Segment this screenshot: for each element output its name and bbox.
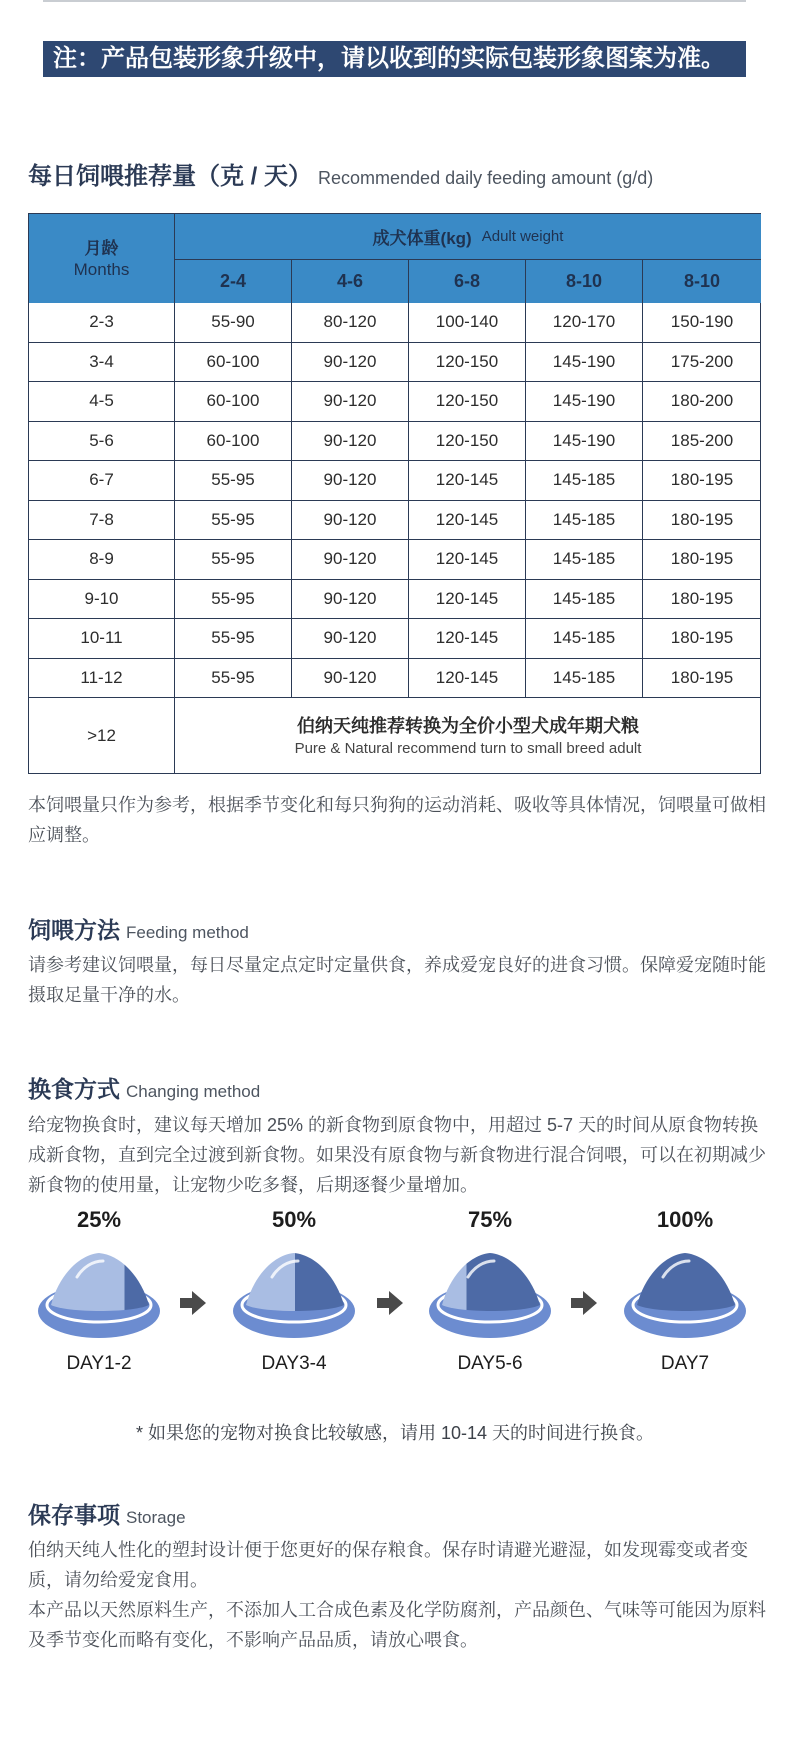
feeding-amount-cell: 90-120 [292, 501, 409, 541]
day-label: DAY5-6 [457, 1353, 523, 1374]
feeding-amount-title [28, 156, 653, 191]
feeding-amount-cell: 90-120 [292, 580, 409, 620]
feeding-amount-cell: 120-145 [409, 659, 526, 699]
changing-method-text: 给宠物换食时，建议每天增加 25% 的新食物到原食物中，用超过 5-7 天的时间从原食物转换成新食物，直到完全过渡到新食物。如果没有原食物与新食物进行混合饲喂，可以在初期减少新食物的使用量，让宠物少吃多餐，后期逐餐少量增加。 [28, 1115, 766, 1195]
feeding-amount-cell: 120-145 [409, 461, 526, 501]
feeding-amount-cell: 120-150 [409, 382, 526, 422]
feeding-amount-cell: 180-195 [643, 501, 761, 541]
feeding-amount-cell: 180-195 [643, 580, 761, 620]
feeding-amount-cell: 180-195 [643, 540, 761, 580]
food-mound-icon [37, 1247, 161, 1339]
adult-transition-note-en: Pure & Natural recommend turn to small breed adult [294, 739, 642, 757]
day-label: DAY1-2 [66, 1353, 132, 1374]
feeding-amount-cell: 55-95 [175, 659, 292, 699]
feeding-amount-cell: 150-190 [643, 303, 761, 343]
feeding-amount-cell: 90-120 [292, 619, 409, 659]
feeding-amount-cell: 55-95 [175, 580, 292, 620]
feeding-amount-cell: 55-90 [175, 303, 292, 343]
month-range-cell: 9-10 [29, 580, 175, 620]
feeding-amount-cell: 175-200 [643, 343, 761, 383]
feeding-amount-cell: 145-185 [526, 659, 643, 699]
feeding-table [28, 213, 761, 774]
day-label: DAY3-4 [261, 1353, 327, 1374]
feeding-amount-cell: 90-120 [292, 659, 409, 699]
storage-title-en: Storage [126, 1508, 186, 1527]
feeding-amount-cell: 120-145 [409, 619, 526, 659]
feeding-amount-cell: 145-185 [526, 461, 643, 501]
feeding-amount-cell: 120-145 [409, 540, 526, 580]
feeding-amount-cell: 180-195 [643, 659, 761, 699]
feeding-amount-cell: 120-150 [409, 422, 526, 462]
feeding-amount-cell: 185-200 [643, 422, 761, 462]
new-food-percent: 100% [656, 1207, 714, 1232]
new-food-percent: 50% [271, 1207, 317, 1232]
feeding-amount-cell: 145-190 [526, 382, 643, 422]
storage-title-zh: 保存事项 [28, 1502, 120, 1528]
month-range-cell: 3-4 [29, 343, 175, 383]
months-header-en: Months [73, 259, 130, 279]
feeding-amount-cell: 120-170 [526, 303, 643, 343]
month-range-cell: 4-5 [29, 382, 175, 422]
arrow-right-icon [375, 1289, 405, 1317]
new-food-percent: 75% [467, 1207, 513, 1232]
feeding-amount-cell: 120-150 [409, 343, 526, 383]
changing-method-title-zh: 换食方式 [28, 1076, 120, 1102]
transition-step [620, 1207, 750, 1374]
month-range-cell: 8-9 [29, 540, 175, 580]
adult-weight-header-zh: 成犬体重(kg) [372, 229, 472, 248]
weight-range-header: 8-10 [643, 260, 761, 303]
feeding-amount-cell: 60-100 [175, 422, 292, 462]
feeding-amount-cell: 55-95 [175, 501, 292, 541]
feeding-amount-title-en: Recommended daily feeding amount (g/d) [318, 168, 654, 188]
feeding-amount-cell: 55-95 [175, 619, 292, 659]
feeding-amount-cell: 145-190 [526, 422, 643, 462]
month-range-cell: 6-7 [29, 461, 175, 501]
feeding-amount-cell: 180-200 [643, 382, 761, 422]
storage-text-1: 伯纳天纯人性化的塑封设计便于您更好的保存粮食。保存时请避光避湿，如发现霉变或者变质，请勿给爱宠食用。 [28, 1540, 748, 1590]
food-mound-icon [623, 1247, 747, 1339]
month-range-cell: 11-12 [29, 659, 175, 699]
feeding-amount-title-zh: 每日饲喂推荐量（克 / 天） [28, 163, 313, 190]
months-header [29, 214, 175, 303]
month-range-cell: 10-11 [29, 619, 175, 659]
storage-title [28, 1497, 186, 1530]
feeding-method-title [28, 912, 249, 945]
new-food-percent: 25% [76, 1207, 122, 1232]
month-range-cell: >12 [29, 698, 175, 773]
food-mound-icon [232, 1247, 356, 1339]
feeding-amount-cell: 120-145 [409, 580, 526, 620]
top-divider [43, 0, 746, 2]
feeding-amount-cell: 120-145 [409, 501, 526, 541]
feeding-amount-cell: 90-120 [292, 540, 409, 580]
feeding-amount-cell: 60-100 [175, 343, 292, 383]
feeding-amount-cell: 55-95 [175, 461, 292, 501]
feeding-amount-cell: 180-195 [643, 461, 761, 501]
arrow-right-icon [569, 1289, 599, 1317]
feeding-amount-cell: 90-120 [292, 422, 409, 462]
feeding-method-title-zh: 饲喂方法 [28, 917, 120, 943]
adult-weight-header [175, 214, 761, 260]
adult-transition-note-zh: 伯纳天纯推荐转换为全价小型犬成年期犬粮 [297, 715, 639, 736]
feeding-amount-cell: 145-185 [526, 580, 643, 620]
weight-range-header: 4-6 [292, 260, 409, 303]
day-label: DAY7 [660, 1353, 710, 1374]
month-range-cell: 5-6 [29, 422, 175, 462]
feeding-amount-cell: 80-120 [292, 303, 409, 343]
feeding-amount-cell: 145-190 [526, 343, 643, 383]
transition-step [229, 1207, 359, 1374]
sensitive-pet-footnote: * 如果您的宠物对换食比较敏感，请用 10-14 天的时间进行换食。 [135, 1423, 655, 1443]
adult-transition-note [175, 698, 761, 773]
feeding-amount-cell: 145-185 [526, 540, 643, 580]
transition-step [34, 1207, 164, 1374]
feeding-amount-cell: 60-100 [175, 382, 292, 422]
feeding-note: 本饲喂量只作为参考，根据季节变化和每只狗狗的运动消耗、吸收等具体情况，饲喂量可做相应调整。 [28, 795, 766, 845]
arrow-right-icon [178, 1289, 208, 1317]
feeding-method-title-en: Feeding method [126, 923, 249, 942]
feeding-amount-cell: 90-120 [292, 461, 409, 501]
storage-text-2: 本产品以天然原料生产，不添加人工合成色素及化学防腐剂，产品颜色、气味等可能因为原料及季节变化而略有变化，不影响产品品质，请放心喂食。 [28, 1600, 766, 1650]
months-header-zh: 月龄 [84, 238, 119, 258]
weight-range-header: 8-10 [526, 260, 643, 303]
packaging-notice-banner: 注：产品包装形象升级中，请以收到的实际包装形象图案为准。 [43, 41, 746, 77]
month-range-cell: 2-3 [29, 303, 175, 343]
feeding-amount-cell: 145-185 [526, 501, 643, 541]
weight-range-header: 2-4 [175, 260, 292, 303]
month-range-cell: 7-8 [29, 501, 175, 541]
weight-range-header: 6-8 [409, 260, 526, 303]
changing-method-title-en: Changing method [126, 1082, 261, 1101]
feeding-method-text: 请参考建议饲喂量，每日尽量定点定时定量供食，养成爱宠良好的进食习惯。保障爱宠随时能摄取足量干净的水。 [28, 955, 766, 1005]
feeding-amount-cell: 145-185 [526, 619, 643, 659]
transition-step [425, 1207, 555, 1374]
feeding-amount-cell: 55-95 [175, 540, 292, 580]
feeding-amount-cell: 100-140 [409, 303, 526, 343]
feeding-amount-cell: 180-195 [643, 619, 761, 659]
food-mound-icon [428, 1247, 552, 1339]
feeding-amount-cell: 90-120 [292, 343, 409, 383]
changing-method-title [28, 1071, 260, 1104]
feeding-amount-cell: 90-120 [292, 382, 409, 422]
adult-weight-header-en: Adult weight [481, 228, 564, 245]
